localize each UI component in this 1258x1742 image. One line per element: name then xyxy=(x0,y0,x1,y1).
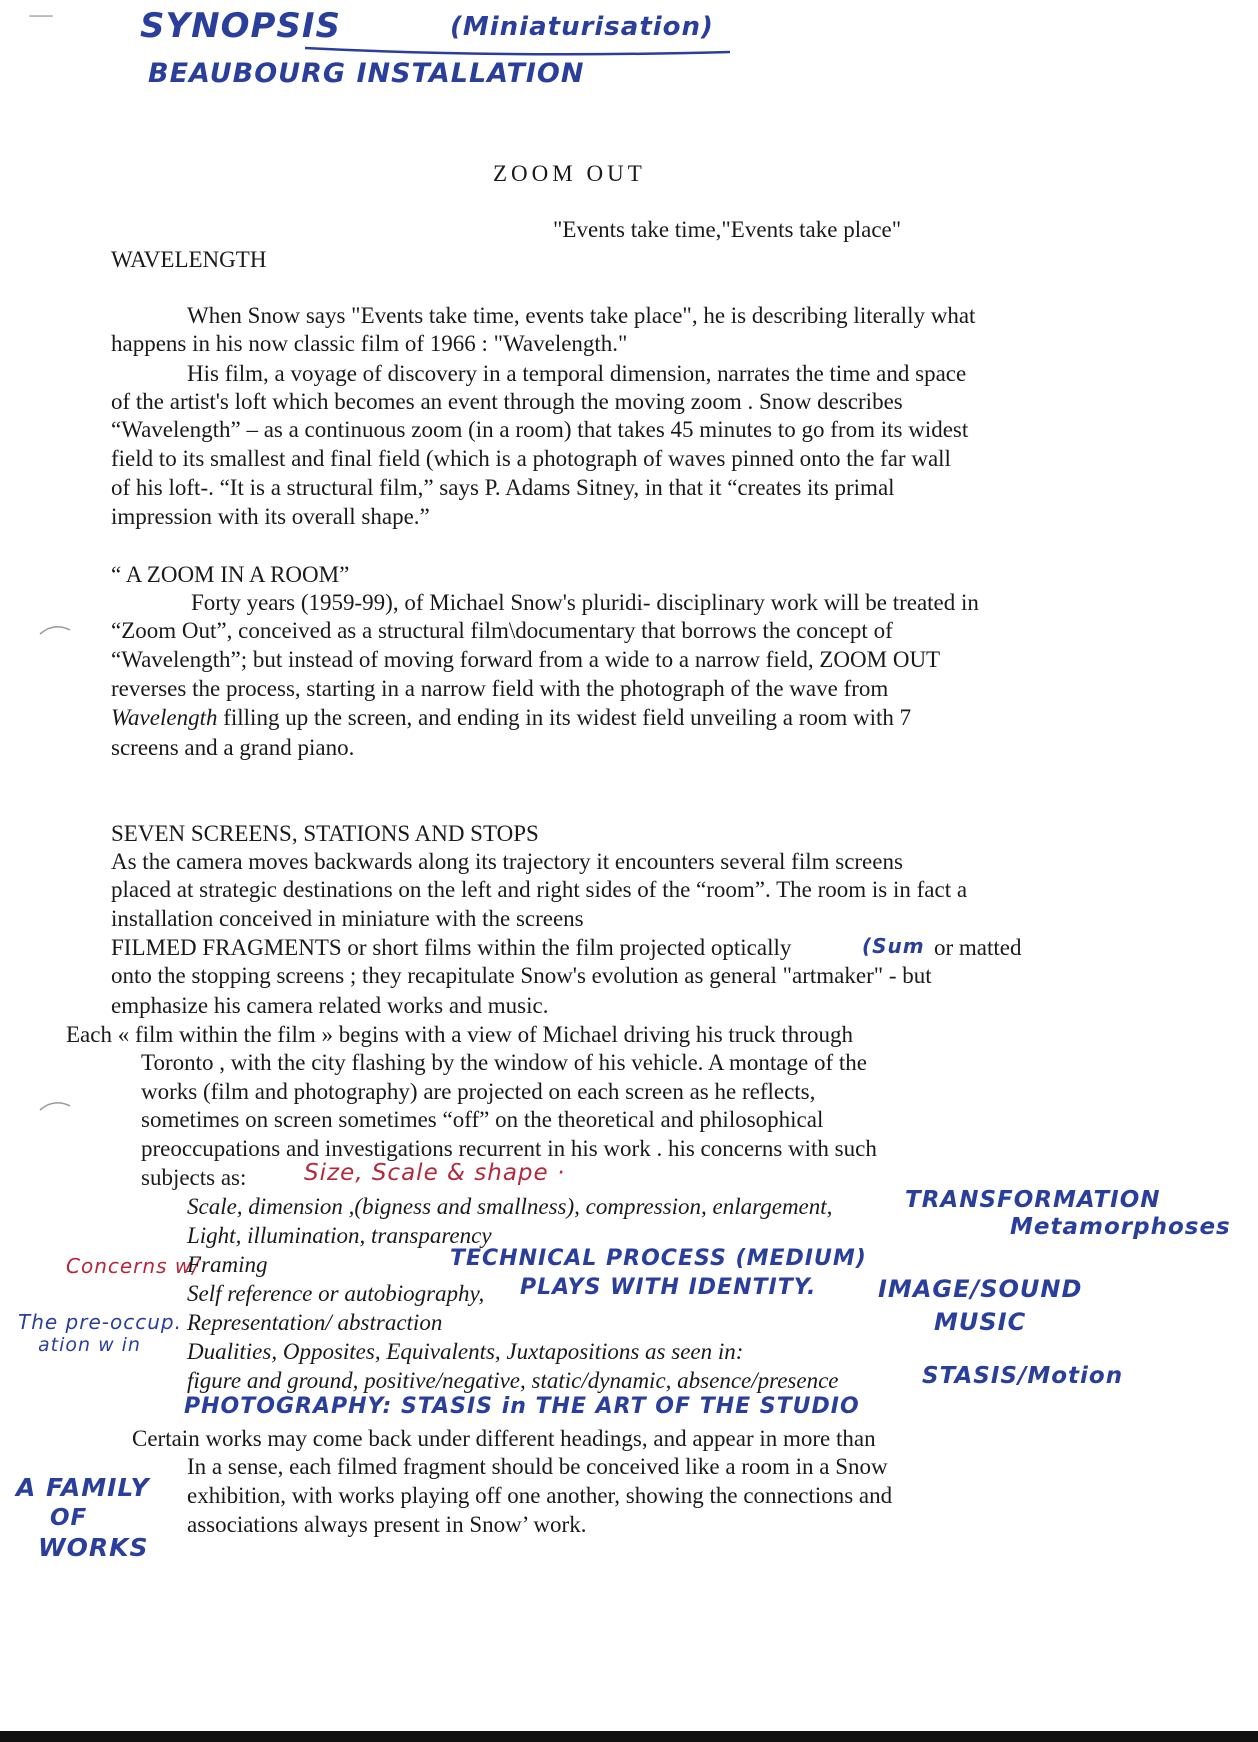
page-title: ZOOM OUT xyxy=(493,161,646,186)
concern-list-item: Light, illumination, transparency xyxy=(187,1223,492,1248)
paragraph-line: works (film and photography) are projected on each screen as he reflects, xyxy=(141,1079,816,1104)
paragraph-line: emphasize his camera related works and music. xyxy=(111,993,549,1018)
paragraph-line-rest: filling up the screen, and ending in its widest field unveiling a room with 7 xyxy=(217,705,912,730)
handwritten-beaubourg: BEAUBOURG INSTALLATION xyxy=(148,58,585,89)
paragraph-line: Forty years (1959-99), of Michael Snow's pluridi- disciplinary work will be treated in xyxy=(191,590,979,615)
paragraph-line: His film, a voyage of discovery in a temporal dimension, narrates the time and space xyxy=(187,361,967,386)
concern-list-item: Self reference or autobiography, xyxy=(187,1281,485,1306)
paragraph-line: of his loft-. “It is a structural film,” says P. Adams Sitney, in that it “creates its primal xyxy=(111,475,895,500)
handwritten-scribble: (Sum xyxy=(862,934,925,958)
paragraph-line: screens and a grand piano. xyxy=(111,735,355,760)
handwritten-music: MUSIC xyxy=(934,1308,1027,1336)
handwritten-metamorphoses: Metamorphoses xyxy=(1010,1214,1231,1240)
concern-list-item: Dualities, Opposites, Equivalents, Juxtapositions as seen in: xyxy=(187,1339,744,1364)
paragraph-line: of the artist's loft which becomes an event through the moving zoom . Snow describes xyxy=(111,389,903,414)
epigraph: "Events take time,"Events take place" xyxy=(553,217,902,242)
paragraph-line: As the camera moves backwards along its trajectory it encounters several film screens xyxy=(111,849,903,874)
concern-list-item: Framing xyxy=(187,1252,268,1277)
section-heading-zoom-in-a-room: “ A ZOOM IN A ROOM” xyxy=(111,562,350,587)
concern-list-item: Representation/ abstraction xyxy=(187,1310,443,1335)
paragraph-line: happens in his now classic film of 1966 : "Wavelength." xyxy=(111,331,628,356)
handwritten-of: OF xyxy=(50,1505,88,1531)
handwritten-synopsis: SYNOPSIS xyxy=(140,6,342,46)
paragraph-line: onto the stopping screens ; they recapitulate Snow's evolution as general "artmaker" - but xyxy=(111,963,932,988)
handwritten-preoccupation-2: ation w in xyxy=(38,1334,141,1356)
paragraph-line: Certain works may come back under different headings, and appear in more than xyxy=(132,1426,876,1451)
handwritten-photography: PHOTOGRAPHY: STASIS in THE ART OF THE STUDIO xyxy=(184,1394,860,1419)
paragraph-line: In a sense, each filmed fragment should be conceived like a room in a Snow xyxy=(187,1454,888,1479)
paragraph-line: subjects as: xyxy=(141,1165,247,1190)
handwritten-works: WORKS xyxy=(38,1533,149,1562)
handwritten-transformation: TRANSFORMATION xyxy=(905,1187,1161,1213)
paragraph-line: exhibition, with works playing off one another, showing the connections and xyxy=(187,1483,893,1508)
paragraph-line xyxy=(111,704,911,732)
paragraph-line: field to its smallest and final field (which is a photograph of waves pinned onto the far wall xyxy=(111,446,951,471)
handwritten-a-family: A FAMILY xyxy=(16,1473,150,1502)
scan-curl-mark xyxy=(36,1096,76,1116)
handwritten-underline xyxy=(300,40,740,60)
concern-list-item: figure and ground, positive/negative, static/dynamic, absence/presence xyxy=(187,1368,839,1393)
paragraph-line: or matted xyxy=(934,935,1022,960)
paragraph-line: “Zoom Out”, conceived as a structural film\documentary that borrows the concept of xyxy=(111,618,893,643)
paragraph-line: impression with its overall shape.” xyxy=(111,504,430,529)
handwritten-stasis-motion: STASIS/Motion xyxy=(922,1363,1124,1389)
paragraph-line: Each « film within the film » begins with a view of Michael driving his truck through xyxy=(66,1022,853,1047)
handwritten-image-sound: IMAGE/SOUND xyxy=(878,1275,1083,1303)
scan-mark: — xyxy=(28,0,54,30)
handwritten-preoccupation: The pre-occup. xyxy=(18,1310,182,1334)
paragraph-line: Toronto , with the city flashing by the window of his vehicle. A montage of the xyxy=(141,1050,867,1075)
paragraph-line: When Snow says "Events take time, events take place", he is describing literally what xyxy=(187,303,976,328)
paragraph-line: sometimes on screen sometimes “off” on the theoretical and philosophical xyxy=(141,1107,824,1132)
paragraph-line: FILMED FRAGMENTS or short films within the film projected optically xyxy=(111,935,792,960)
paragraph-line: associations always present in Snow’ work. xyxy=(187,1512,587,1537)
section-heading-seven-screens: SEVEN SCREENS, STATIONS AND STOPS xyxy=(111,821,539,846)
paragraph-line: installation conceived in miniature with the screens xyxy=(111,906,584,931)
section-heading-wavelength: WAVELENGTH xyxy=(111,247,267,272)
concern-list-item: Scale, dimension ,(bigness and smallness), compression, enlargement, xyxy=(187,1194,833,1219)
paragraph-line: “Wavelength” – as a continuous zoom (in a room) that takes 45 minutes to go from its widest xyxy=(111,417,969,442)
paragraph-line: “Wavelength”; but instead of moving forward from a wide to a narrow field, ZOOM OUT xyxy=(111,647,941,672)
paragraph-line: placed at strategic destinations on the left and right sides of the “room”. The room is in fact a xyxy=(111,877,968,902)
italic-wavelength: Wavelength xyxy=(111,705,218,730)
handwritten-technical-process: TECHNICAL PROCESS (MEDIUM) xyxy=(450,1246,867,1271)
scan-curl-mark xyxy=(36,620,76,640)
paragraph-line: reverses the process, starting in a narrow field with the photograph of the wave from xyxy=(111,676,889,701)
scan-bottom-edge xyxy=(0,1731,1258,1742)
handwritten-miniaturisation: (Miniaturisation) xyxy=(450,12,714,42)
handwritten-plays-with-identity: PLAYS WITH IDENTITY. xyxy=(520,1275,817,1300)
paragraph-line: preoccupations and investigations recurrent in his work . his concerns with such xyxy=(141,1136,877,1161)
handwritten-size-scale: Size, Scale & shape · xyxy=(304,1160,566,1186)
handwritten-concerns: Concerns w/ xyxy=(66,1254,200,1278)
